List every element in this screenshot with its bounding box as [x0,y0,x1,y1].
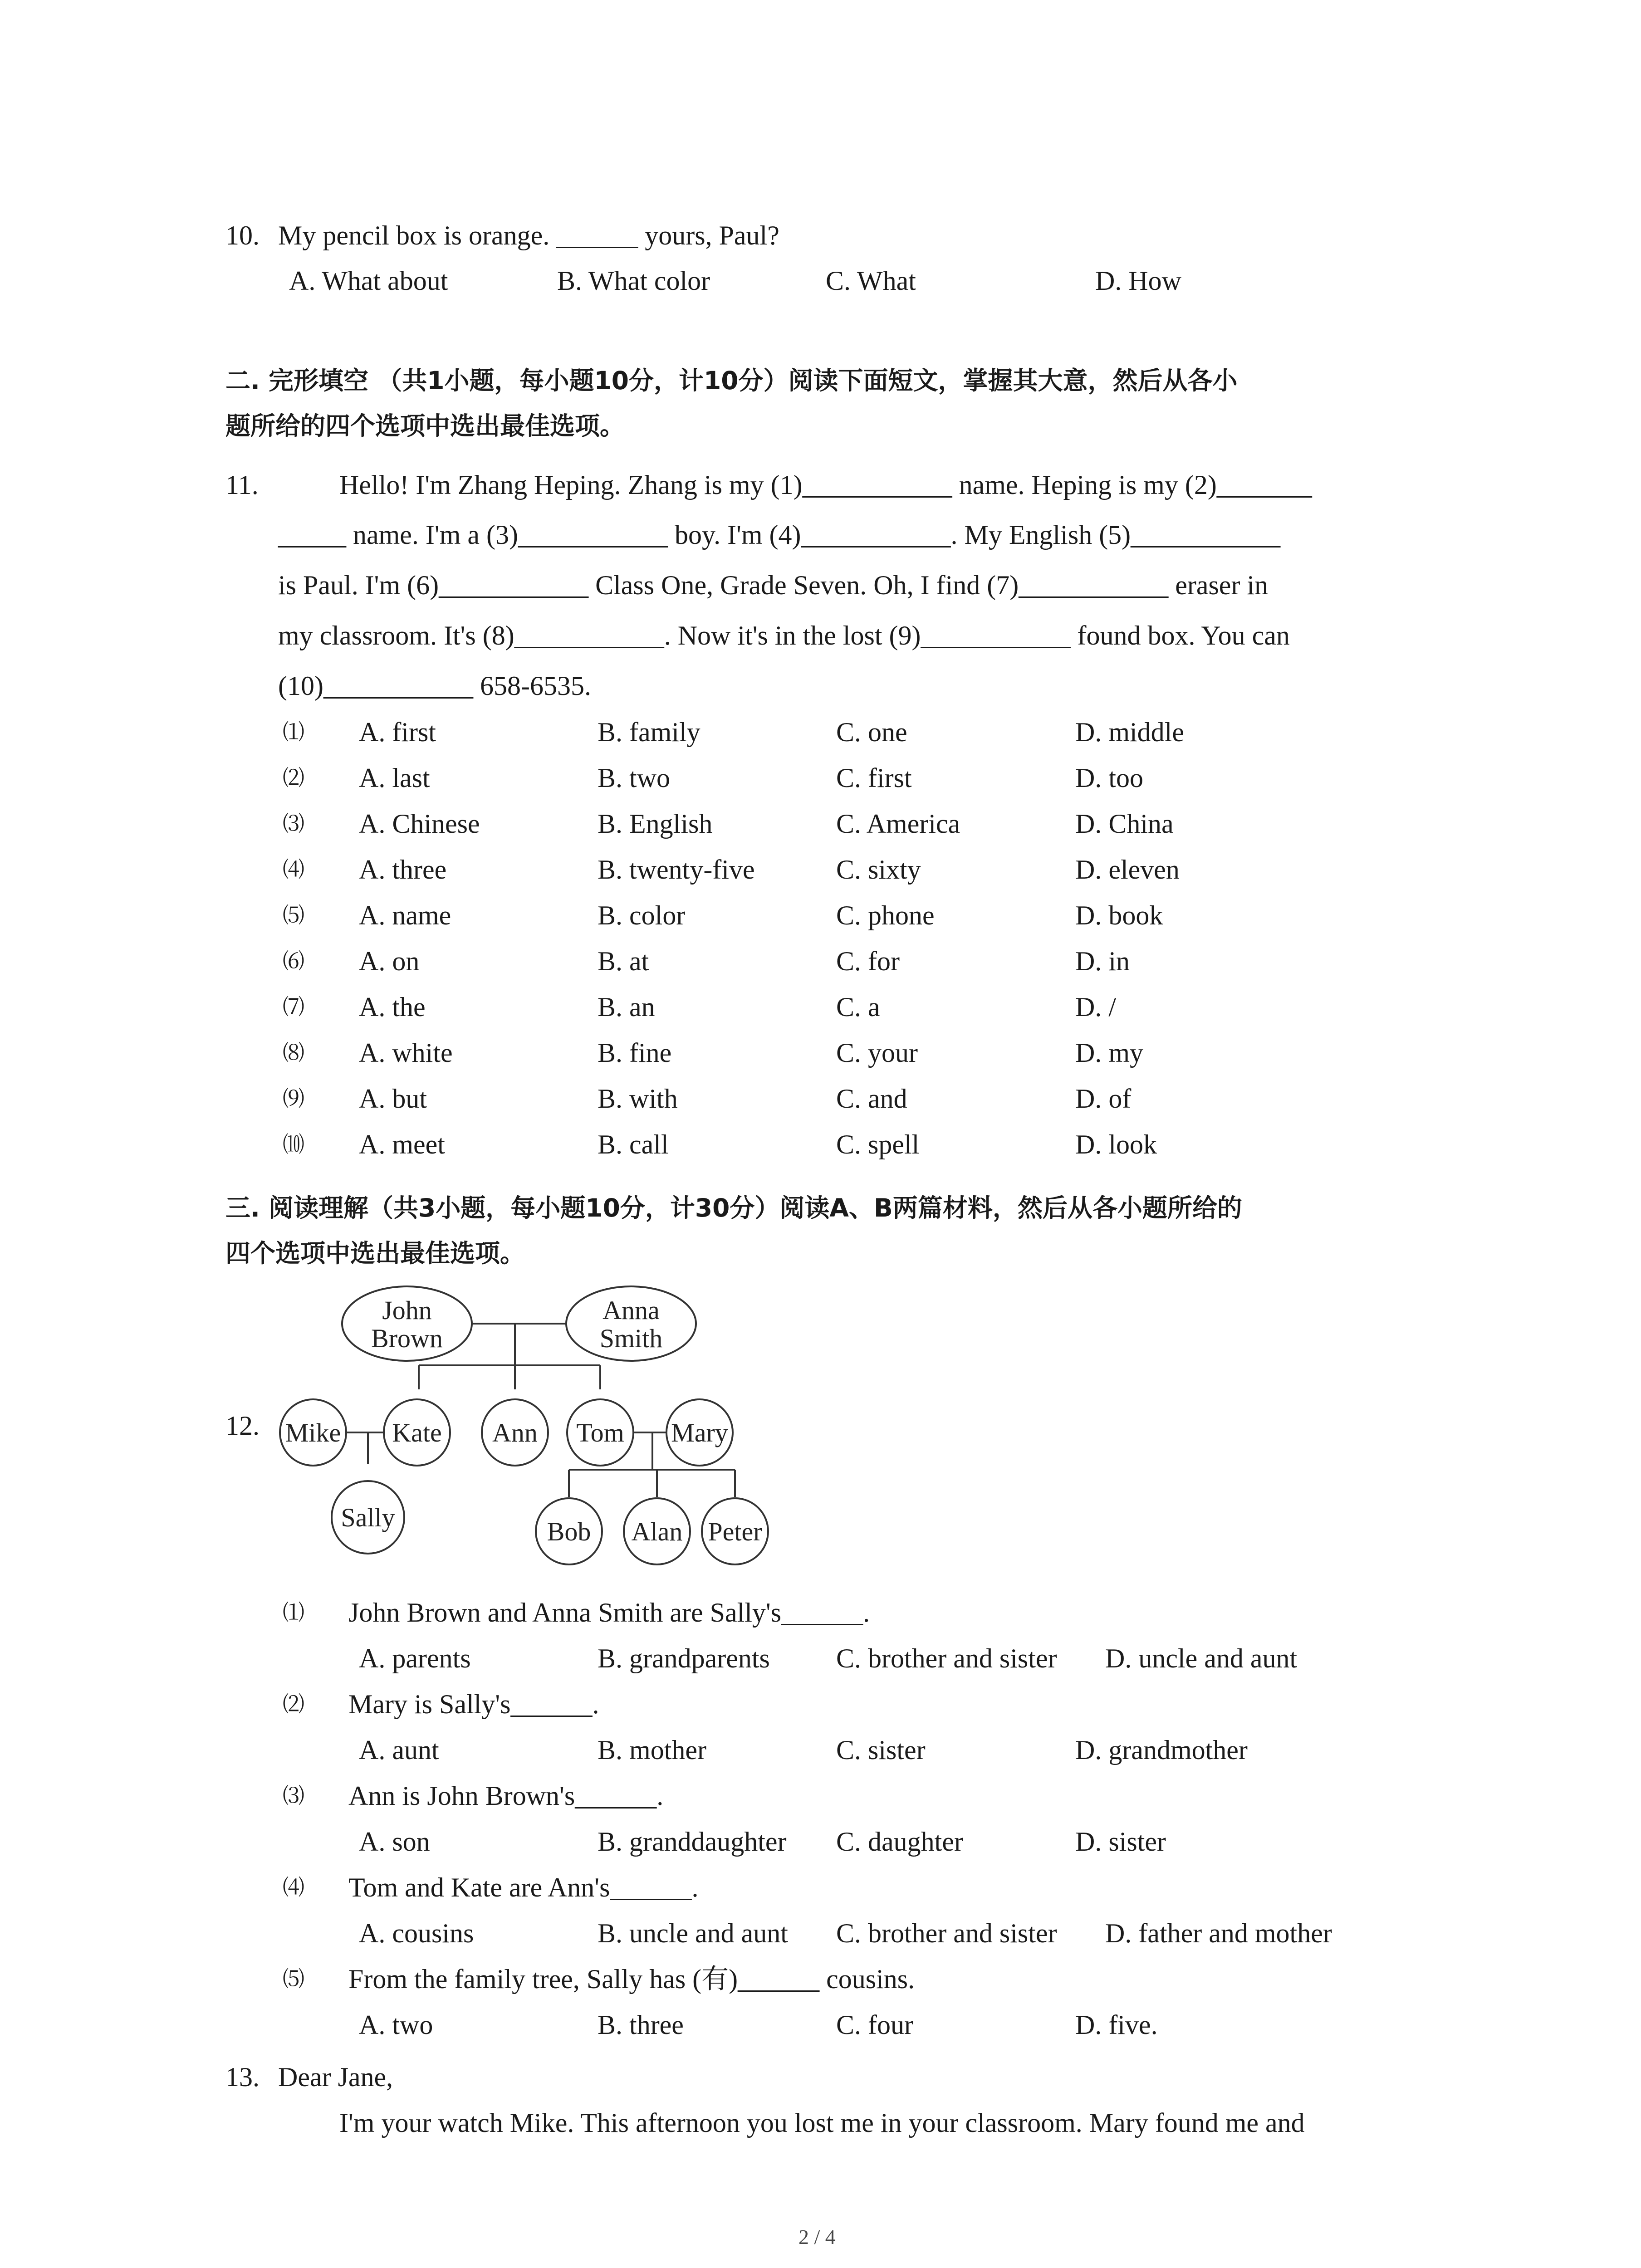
q12-q2-a: A. aunt [359,1735,439,1765]
q11-item8-b: B. fine [598,1038,672,1068]
q11-item-label: ⑴ [283,719,305,745]
q12-q3-b: B. granddaughter [598,1827,787,1857]
q12-q3-stem: Ann is John Brown's______. [348,1781,664,1811]
tree-label-ann: Ann [492,1418,538,1447]
section2-heading-line1: 二. 完形填空 （共1小题，每小题10分，计10分）阅读下面短文，掌握其大意，然后从各小 [225,366,1238,395]
q12-q5-stem: From the family tree, Sally has (有)______ cousins. [348,1964,915,1994]
q11-item2-b: B. two [598,763,671,793]
q12-item-label: ⑷ [283,1875,305,1900]
q11-item4-b: B. twenty-five [598,855,755,885]
tree-label-bob: Bob [547,1517,591,1546]
q11-item2-d: D. too [1075,763,1143,793]
q12-q4-c: C. brother and sister [836,1918,1057,1948]
page-number: 2 / 4 [798,2225,836,2248]
q11-passage-line1: Hello! I'm Zhang Heping. Zhang is my (1)___________ name. Heping is my (2)_______ [339,470,1312,500]
q11-item8-c: C. your [836,1038,918,1068]
q13-number: 13. [225,2062,260,2092]
q11-item10-b: B. call [598,1129,669,1159]
q12-q3-a: A. son [359,1827,430,1857]
q10-number: 10. [225,220,260,250]
q11-passage-line5: (10)___________ 658-6535. [278,671,591,701]
q12-q4-d: D. father and mother [1105,1918,1332,1948]
q11-item5-b: B. color [598,900,686,930]
q12-q5-b: B. three [598,2010,684,2040]
q11-item10-a: A. meet [359,1129,445,1159]
q13-greeting: Dear Jane, [278,2062,393,2092]
q11-item-label: ⑼ [283,1086,305,1111]
tree-label-anna: Anna [603,1295,660,1325]
q11-item-label: ⑻ [283,1040,305,1066]
q11-passage-line4: my classroom. It's (8)___________. Now it's in the lost (9)___________ found box. You can [278,621,1290,650]
q12-item-label: ⑶ [283,1783,305,1809]
q11-item6-b: B. at [598,946,649,976]
q12-q5-a: A. two [359,2010,433,2040]
tree-label-john: John [382,1295,432,1325]
q11-item1-d: D. middle [1075,717,1184,747]
q12-q2-c: C. sister [836,1735,926,1765]
q11-item8-d: D. my [1075,1038,1143,1068]
q12-q1-a: A. parents [359,1643,471,1673]
q12-q5-d: D. five. [1075,2010,1158,2040]
q11-number: 11. [225,470,259,500]
tree-label-smith: Smith [599,1324,663,1353]
family-tree-diagram [272,1275,798,1592]
q11-item4-d: D. eleven [1075,855,1180,885]
section3-heading-line1: 三. 阅读理解（共3小题，每小题10分，计30分）阅读A、B两篇材料，然后从各小题所给的 [225,1193,1242,1222]
q11-item7-b: B. an [598,992,655,1022]
q12-q1-b: B. grandparents [598,1643,770,1673]
q11-item9-b: B. with [598,1084,678,1114]
q11-item6-d: D. in [1075,946,1130,976]
q11-item1-c: C. one [836,717,907,747]
q11-item1-b: B. family [598,717,700,747]
q12-item-label: ⑵ [283,1691,305,1717]
q11-item-label: ⑷ [283,857,305,882]
q11-item9-d: D. of [1075,1084,1132,1114]
q11-passage-line3: is Paul. I'm (6)___________ Class One, Grade Seven. Oh, I find (7)___________ eraser in [278,570,1269,600]
q12-q4-b: B. uncle and aunt [598,1918,788,1948]
q11-item3-d: D. China [1075,809,1174,839]
q12-q1-c: C. brother and sister [836,1643,1057,1673]
q10-option-a: A. What about [289,266,448,296]
q11-item6-c: C. for [836,946,900,976]
q11-item10-d: D. look [1075,1129,1157,1159]
q11-passage-line2: _____ name. I'm a (3)___________ boy. I'm (4)___________. My English (5)___________ [278,520,1281,550]
q11-item3-c: C. America [836,809,960,839]
q12-q4-stem: Tom and Kate are Ann's______. [348,1872,699,1902]
q11-item6-a: A. on [359,946,420,976]
q12-q2-stem: Mary is Sally's______. [348,1689,599,1719]
q11-item3-a: A. Chinese [359,809,480,839]
q12-q4-a: A. cousins [359,1918,474,1948]
q12-q3-d: D. sister [1075,1827,1166,1857]
q11-item5-d: D. book [1075,900,1163,930]
q12-q3-c: C. daughter [836,1827,963,1857]
q11-item10-c: C. spell [836,1129,920,1159]
q11-item5-a: A. name [359,900,451,930]
q12-item-label: ⑴ [283,1600,305,1625]
q11-item9-a: A. but [359,1084,427,1114]
q11-item5-c: C. phone [836,900,935,930]
tree-label-sally: Sally [341,1503,395,1532]
section3-heading-line2: 四个选项中选出最佳选项。 [225,1239,525,1268]
q13-line1: I'm your watch Mike. This afternoon you lost me in your classroom. Mary found me and [339,2108,1305,2138]
tree-label-tom: Tom [576,1418,624,1447]
q12-number: 12. [225,1411,260,1441]
q11-item-label: ⑸ [283,903,305,928]
q11-item-label: ⑹ [283,948,305,974]
q11-item4-c: C. sixty [836,855,921,885]
q10-option-d: D. How [1095,266,1181,296]
q12-item-label: ⑸ [283,1966,305,1992]
q12-q2-d: D. grandmother [1075,1735,1248,1765]
q10-stem: My pencil box is orange. ______ yours, Paul? [278,220,779,250]
q11-item-label: ⑽ [283,1132,305,1157]
q11-item2-c: C. first [836,763,912,793]
section2-heading-line2: 题所给的四个选项中选出最佳选项。 [225,411,625,440]
q11-item3-b: B. English [598,809,713,839]
tree-label-mike: Mike [285,1418,341,1447]
q11-item1-a: A. first [359,717,436,747]
tree-label-alan: Alan [631,1517,683,1546]
tree-label-brown: Brown [371,1324,443,1353]
q11-item7-c: C. a [836,992,880,1022]
q11-item2-a: A. last [359,763,430,793]
tree-label-kate: Kate [392,1418,442,1447]
tree-label-peter: Peter [708,1517,762,1546]
q11-item7-a: A. the [359,992,426,1022]
q12-q1-stem: John Brown and Anna Smith are Sally's______. [348,1598,870,1628]
q10-option-b: B. What color [557,266,710,296]
q11-item8-a: A. white [359,1038,453,1068]
q11-item-label: ⑵ [283,765,305,791]
q12-q1-d: D. uncle and aunt [1105,1643,1298,1673]
tree-label-mary: Mary [671,1418,728,1447]
q11-item-label: ⑺ [283,994,305,1020]
q11-item4-a: A. three [359,855,447,885]
q10-option-c: C. What [826,266,916,296]
q12-q5-c: C. four [836,2010,913,2040]
q11-item9-c: C. and [836,1084,907,1114]
q12-q2-b: B. mother [598,1735,706,1765]
q11-item-label: ⑶ [283,811,305,836]
q11-item7-d: D. / [1075,992,1116,1022]
